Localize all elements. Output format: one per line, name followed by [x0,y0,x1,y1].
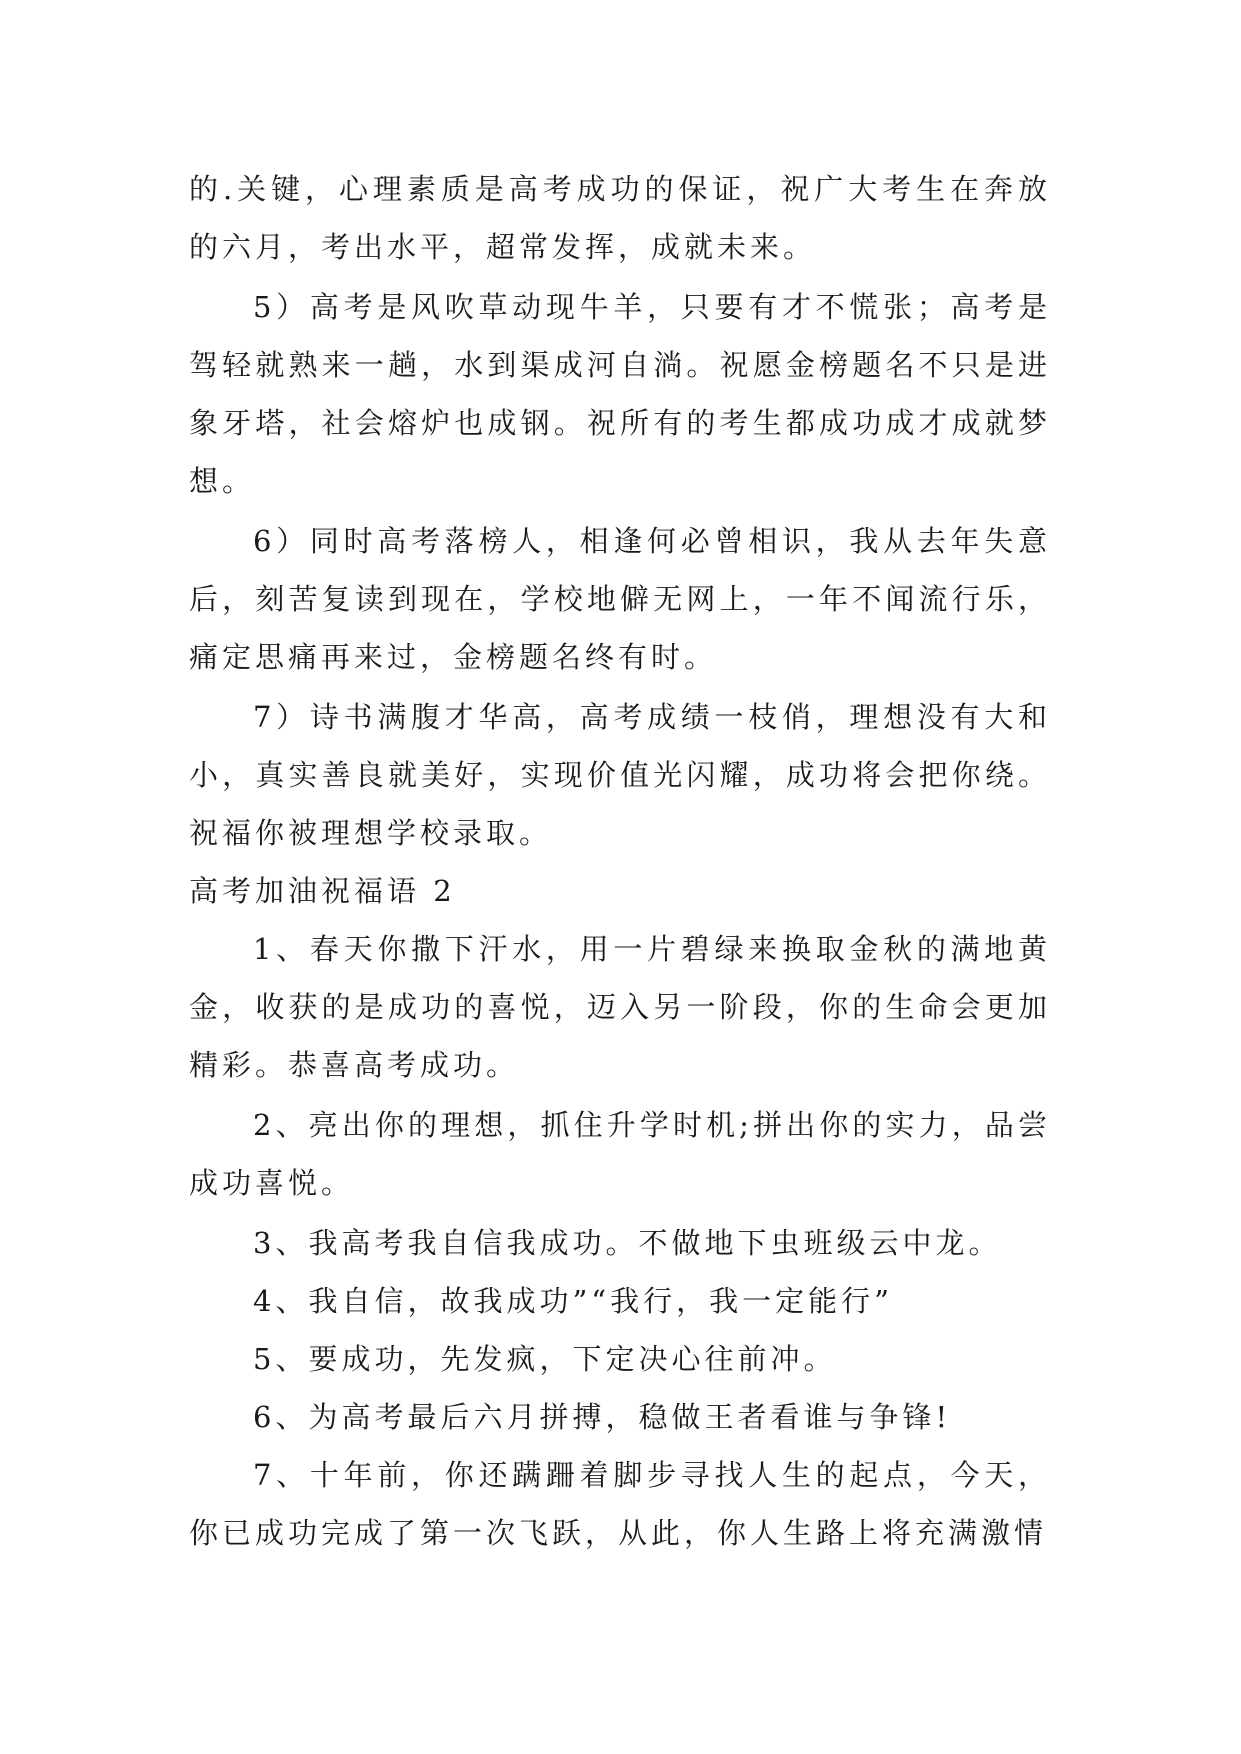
paragraph-item-7: 7）诗书满腹才华高，高考成绩一枝俏，理想没有大和小，真实善良就美好，实现价值光闪耀，成功将会把你绕。祝福你被理想学校录取。 [189,700,1051,850]
document-body [189,160,1051,1562]
wish-item-4: 4、我自信，故我成功”“我行，我一定能行” [253,1284,893,1318]
section-heading: 高考加油祝福语 2 [189,874,456,908]
paragraph-continuation: 的.关键，心理素质是高考成功的保证，祝广大考生在奔放的六月，考出水平，超常发挥，成就未来。 [189,172,1051,264]
paragraph-item-5: 5）高考是风吹草动现牛羊，只要有才不慌张；高考是驾轻就熟来一趟，水到渠成河自淌。祝愿金榜题名不只是进象牙塔，社会熔炉也成钢。祝所有的考生都成功成才成就梦想。 [189,290,1051,498]
wish-item-5: 5、要成功，先发疯，下定决心往前冲。 [253,1342,837,1376]
paragraph-item-6: 6）同时高考落榜人，相逢何必曾相识，我从去年失意后，刻苦复读到现在，学校地僻无网上，一年不闻流行乐，痛定思痛再来过，金榜题名终有时。 [189,524,1051,674]
wish-item-1: 1、春天你撒下汗水，用一片碧绿来换取金秋的满地黄金，收获的是成功的喜悦，迈入另一阶段，你的生命会更加精彩。恭喜高考成功。 [189,932,1051,1082]
wish-item-3: 3、我高考我自信我成功。不做地下虫班级云中龙。 [253,1226,1002,1260]
wish-item-7: 7、十年前，你还蹒跚着脚步寻找人生的起点，今天，你已成功完成了第一次飞跃，从此，你人生路上将充满激情 [189,1458,1051,1550]
wish-item-6: 6、为高考最后六月拼搏，稳做王者看谁与争锋! [253,1400,952,1434]
wish-item-2: 2、亮出你的理想，抓住升学时机;拼出你的实力，品尝成功喜悦。 [189,1108,1051,1200]
